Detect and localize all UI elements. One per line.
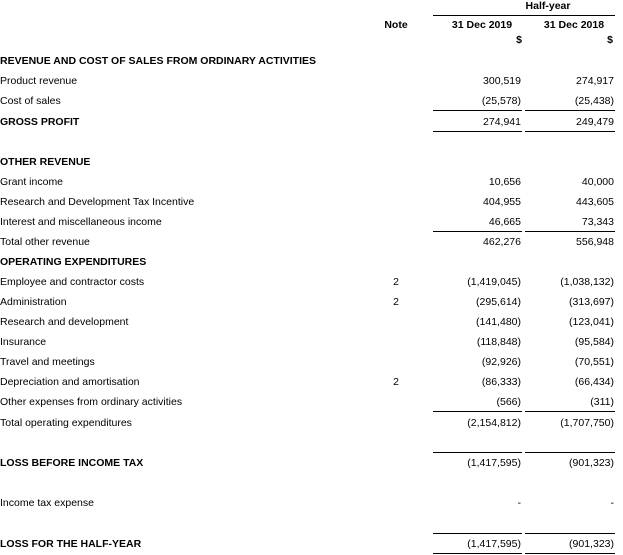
total-opex-label: Total operating expenditures xyxy=(0,417,132,429)
admin-2019: (295,614) xyxy=(476,296,521,308)
header-divider xyxy=(433,15,615,16)
depreciation-2019: (86,333) xyxy=(481,376,521,388)
opex-heading: OPERATING EXPENDITURES xyxy=(0,256,147,268)
income-tax-2019: - xyxy=(517,497,521,509)
total-other-2019: 462,276 xyxy=(483,236,521,248)
gross-profit-rule-col2 xyxy=(525,110,615,111)
interest-2018: 73,343 xyxy=(581,216,614,228)
insurance-label: Insurance xyxy=(0,336,47,348)
employee-2019: (1,419,045) xyxy=(467,276,521,288)
cost-of-sales-2018: (25,438) xyxy=(574,95,614,107)
total-other-rule-col2 xyxy=(525,231,615,232)
gross-profit-2019: 274,941 xyxy=(483,116,521,128)
loss-before-tax-2019: (1,417,595) xyxy=(467,457,521,469)
col2-unit-header: $ xyxy=(607,34,613,46)
product-revenue-2019: 300,519 xyxy=(483,75,521,87)
gross-profit-rule-col1 xyxy=(433,110,522,111)
grant-income-2019: 10,656 xyxy=(488,176,521,188)
col2-date-header: 31 Dec 2018 xyxy=(543,19,605,31)
total-other-rule-col1 xyxy=(433,231,522,232)
other-revenue-heading: OTHER REVENUE xyxy=(0,156,91,168)
total-other-2018: 556,948 xyxy=(576,236,614,248)
loss-before-tax-rule-col1 xyxy=(433,452,522,453)
total-opex-rule-col2 xyxy=(525,411,615,412)
admin-label: Administration xyxy=(0,296,67,308)
insurance-2019: (118,848) xyxy=(476,336,521,348)
col1-date-header: 31 Dec 2019 xyxy=(451,19,513,31)
depreciation-label: Depreciation and amortisation xyxy=(0,376,140,388)
product-revenue-2018: 274,917 xyxy=(576,75,614,87)
grant-income-label: Grant income xyxy=(0,176,64,188)
total-opex-rule-col1 xyxy=(433,411,522,412)
admin-2018: (313,697) xyxy=(569,296,614,308)
rd-tax-label: Research and Development Tax Incentive xyxy=(0,196,195,208)
loss-half-year-label: LOSS FOR THE HALF-YEAR xyxy=(0,538,142,550)
loss-before-tax-2018: (901,323) xyxy=(569,457,614,469)
depreciation-2018: (66,434) xyxy=(574,376,614,388)
total-opex-2019: (2,154,812) xyxy=(467,417,521,429)
other-exp-label: Other expenses from ordinary activities xyxy=(0,396,183,408)
interest-2019: 46,665 xyxy=(488,216,521,228)
admin-note: 2 xyxy=(393,296,399,308)
loss-half-year-2019: (1,417,595) xyxy=(467,538,521,550)
note-header: Note xyxy=(384,19,408,31)
other-exp-2019: (566) xyxy=(496,396,521,408)
gross-profit-label: GROSS PROFIT xyxy=(0,116,80,128)
rd-label: Research and development xyxy=(0,316,129,328)
cost-of-sales-2019: (25,578) xyxy=(481,95,521,107)
travel-label: Travel and meetings xyxy=(0,356,95,368)
income-tax-label: Income tax expense xyxy=(0,497,94,509)
loss-before-tax-label: LOSS BEFORE INCOME TAX xyxy=(0,457,144,469)
rd-2018: (123,041) xyxy=(569,316,614,328)
loss-half-year-rule-col1 xyxy=(433,533,522,534)
loss-before-tax-rule-col2 xyxy=(525,452,615,453)
employee-label: Employee and contractor costs xyxy=(0,276,145,288)
insurance-2018: (95,584) xyxy=(574,336,614,348)
rd-tax-2019: 404,955 xyxy=(483,196,521,208)
income-tax-2018: - xyxy=(610,497,614,509)
total-other-label: Total other revenue xyxy=(0,236,90,248)
total-opex-2018: (1,707,750) xyxy=(560,417,614,429)
loss-half-year-2018: (901,323) xyxy=(569,538,614,550)
rd-2019: (141,480) xyxy=(476,316,521,328)
gross-profit-2018: 249,479 xyxy=(576,116,614,128)
travel-2019: (92,926) xyxy=(481,356,521,368)
interest-label: Interest and miscellaneous income xyxy=(0,216,162,228)
loss-half-year-rule-col2 xyxy=(525,533,615,534)
gross-profit-underline-col1 xyxy=(433,131,522,132)
loss-half-year-underline-col2 xyxy=(525,553,615,554)
product-revenue-label: Product revenue xyxy=(0,75,78,87)
employee-2018: (1,038,132) xyxy=(560,276,614,288)
revenue-section-heading: REVENUE AND COST OF SALES FROM ORDINARY ACTIVITIES xyxy=(0,55,316,67)
grant-income-2018: 40,000 xyxy=(581,176,614,188)
rd-tax-2018: 443,605 xyxy=(576,196,614,208)
depreciation-note: 2 xyxy=(393,376,399,388)
employee-note: 2 xyxy=(393,276,399,288)
cost-of-sales-label: Cost of sales xyxy=(0,95,61,107)
col1-unit-header: $ xyxy=(516,34,522,46)
travel-2018: (70,551) xyxy=(574,356,614,368)
loss-half-year-underline-col1 xyxy=(433,553,522,554)
gross-profit-underline-col2 xyxy=(525,131,615,132)
period-group-header: Half-year xyxy=(525,0,571,12)
other-exp-2018: (311) xyxy=(590,396,614,408)
